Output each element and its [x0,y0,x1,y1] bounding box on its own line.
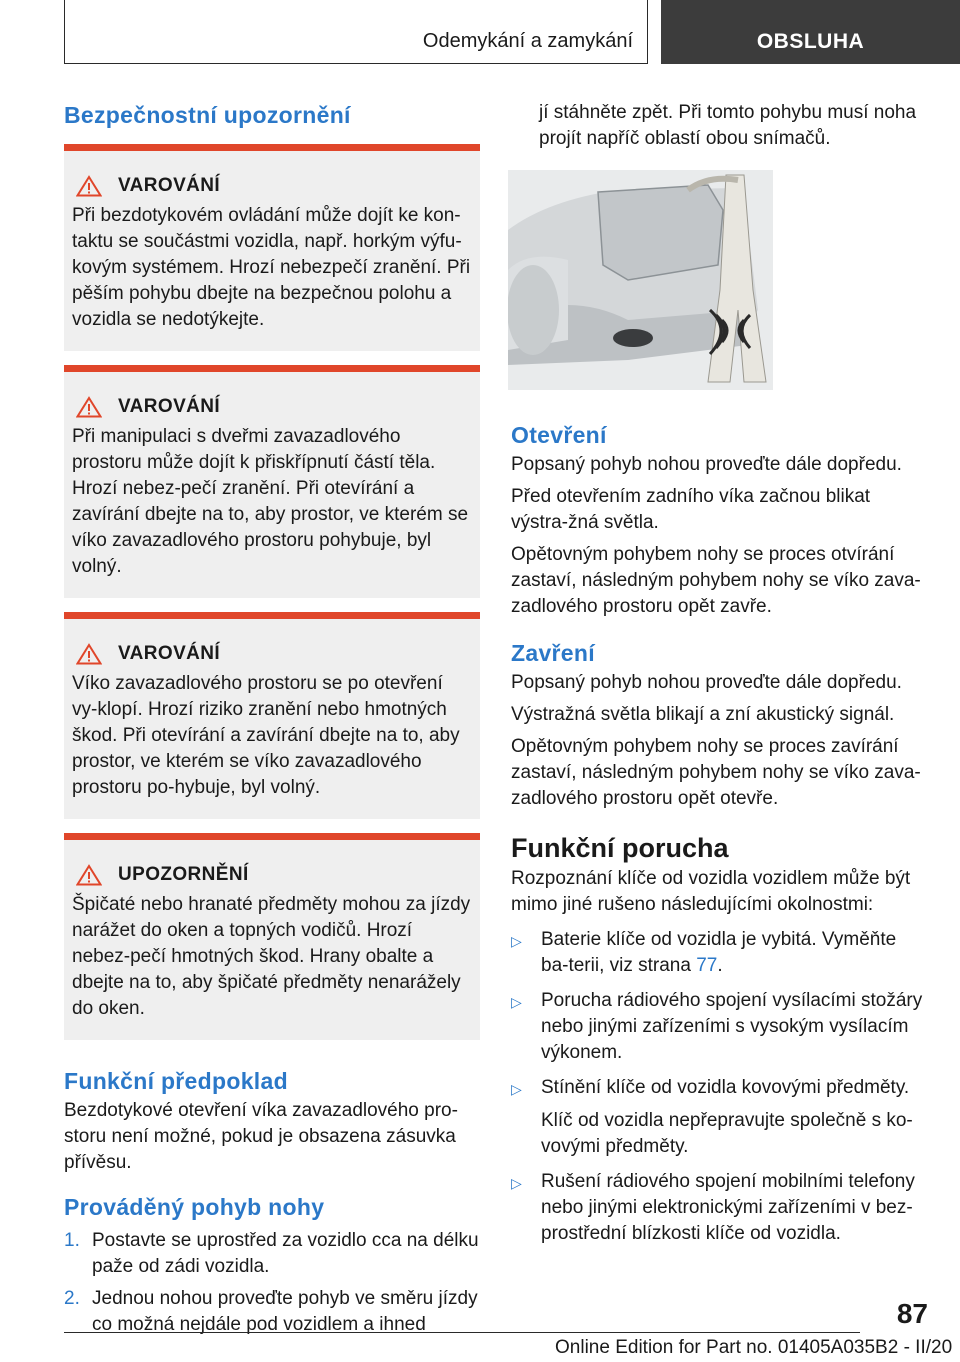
fault-item [511,1169,927,1247]
left-column [64,100,480,1338]
warning-box [64,833,480,1040]
warning-title: VAROVÁNÍ [118,175,221,196]
warning-text: Víko zavazadlového prostoru se po otevření vy-klopí. Hrozí riziko zranění nebo hmotných škod. Při otevírání a zavírání dbejte na to, aby prostor, ve kterém se víko zavazadlového prostoru po-hybuje, byl volný. [72,673,460,798]
close-paragraph-3: Opětovným pohybem nohy se proces zavírání zastaví, následným pohybem nohy se víko zava-zadlového prostoru opět otevře. [511,736,921,809]
warning-triangle-icon [76,864,102,886]
step-text: Jednou nohou proveďte pohyb ve směru jízdy co možná nejdále pod vozidlem a ihned [92,1288,478,1335]
open-heading: Otevření [511,422,607,448]
close-heading: Zavření [511,640,595,666]
warning-triangle-icon [76,175,102,197]
warning-triangle-icon [76,396,102,418]
fault-item-text: Rušení rádiového spojení mobilními telefony nebo jinými elektronickými zařízeními v bez-prostřední blízkosti klíče od vozidla. [541,1171,915,1244]
fault-item-text [541,927,927,979]
warning-box [64,612,480,819]
warning-title: VAROVÁNÍ [118,396,221,417]
fault-item [511,927,927,979]
chapter-title: Odemykání a zamykání [422,30,633,52]
warning-title-row [72,641,472,667]
close-paragraph-1: Popsaný pohyb nohou proveďte dále dopředu. [511,672,902,693]
fault-item-text: Porucha rádiového spojení vysílacími stožáry nebo jinými zařízeními s vysokým vysílacím výkonem. [541,990,923,1063]
right-column-sections [511,420,927,1247]
warning-box [64,144,480,351]
fault-item [511,988,927,1066]
fault-item-text: Stínění klíče od vozidla kovovými předměty. [541,1077,910,1098]
footer-divider [64,1332,860,1333]
fault-item-text-tail: . [717,955,723,976]
header-chapter-box [64,0,648,64]
motion-heading: Prováděný pohyb nohy [64,1194,325,1220]
open-paragraph-1: Popsaný pohyb nohou proveďte dále dopředu. [511,454,902,475]
step-2-continued: jí stáhněte zpět. Při tomto pohybu musí noha projít napříč oblastí obou snímačů. [539,102,917,149]
bullet-triangle-icon: ▷ [511,933,522,949]
bullet-triangle-icon: ▷ [511,994,522,1010]
fault-intro: Rozpoznání klíče od vozidla vozidlem může být mimo jiné rušeno následujícími okolnostmi: [511,868,911,915]
bullet-triangle-icon: ▷ [511,1081,522,1097]
fault-item [511,1075,927,1102]
warning-title-row [72,394,472,420]
warning-triangle-icon [76,643,102,665]
close-paragraph-2: Výstražná světla blikají a zní akustický signál. [511,704,895,725]
section-tab: OBSLUHA [661,0,960,64]
edition-note: Online Edition for Part no. 01405A035B2 - II/20 [555,1337,953,1358]
bullet-triangle-icon: ▷ [511,1175,522,1191]
warning-title: UPOZORNĚNÍ [118,864,249,885]
precondition-heading: Funkční předpoklad [64,1068,288,1094]
page-number: 87 [896,1298,928,1329]
warning-box [64,365,480,598]
warnings-list [64,144,480,1040]
open-paragraph-2: Před otevřením zadního víka začnou blikat výstra-žná světla. [511,486,871,533]
fault-item-text-main: Baterie klíče od vozidla je vybitá. Vyměňte ba-terii, viz strana [541,929,897,976]
warning-title-row [72,862,472,888]
warning-text: Špičaté nebo hranaté předměty mohou za jízdy narážet do oken a topných vodičů. Hrozí nebez-pečí hmotných škod. Hrany obalte a dbejte na to, aby špičaté předměty nenarážely do oken. [72,894,471,1019]
warning-text: Při manipulaci s dveřmi zavazadlového prostoru může dojít k přiskřípnutí částí těla. Hrozí nebez-pečí zranění. Při otevírání a zavírání dbejte na to, aby prostor, ve kterém se víko zavazadlového prostoru pohybuje, byl volný. [72,426,469,577]
step-item-2 [64,1286,480,1338]
precondition-text: Bezdotykové otevření víka zavazadlového pro-storu není možné, pokud je obsazena zásuvka přívěsu. [64,1100,458,1173]
warning-text: Při bezdotykovém ovládání může dojít ke kon-taktu se součástmi vozidla, např. horkým výfu-kovým systémem. Hrozí nebezpečí zranění. Při pěším pohybu dbejte na bezpečnou polohu a vozidla se nedotýkejte. [72,205,471,330]
step-item-1 [64,1228,480,1280]
step-text: Postavte se uprostřed za vozidlo cca na délku paže od zádi vozidla. [92,1230,479,1277]
warning-title: VAROVÁNÍ [118,643,221,664]
page-link[interactable]: 77 [696,955,718,976]
right-column [511,100,927,152]
warning-title-row [72,173,472,199]
fault-heading: Funkční porucha [511,833,729,863]
fault-item-subtext: Klíč od vozidla nepřepravujte společně s ko-vovými předměty. [541,1110,913,1157]
step-number: 2. [64,1288,80,1309]
safety-heading: Bezpečnostní upozornění [64,102,351,128]
tailgate-foot-gesture-illustration [508,170,773,390]
step-number: 1. [64,1230,80,1251]
open-paragraph-3: Opětovným pohybem nohy se proces otvírání zastaví, následným pohybem nohy se víko zava-zadlového prostoru opět zavře. [511,544,921,617]
